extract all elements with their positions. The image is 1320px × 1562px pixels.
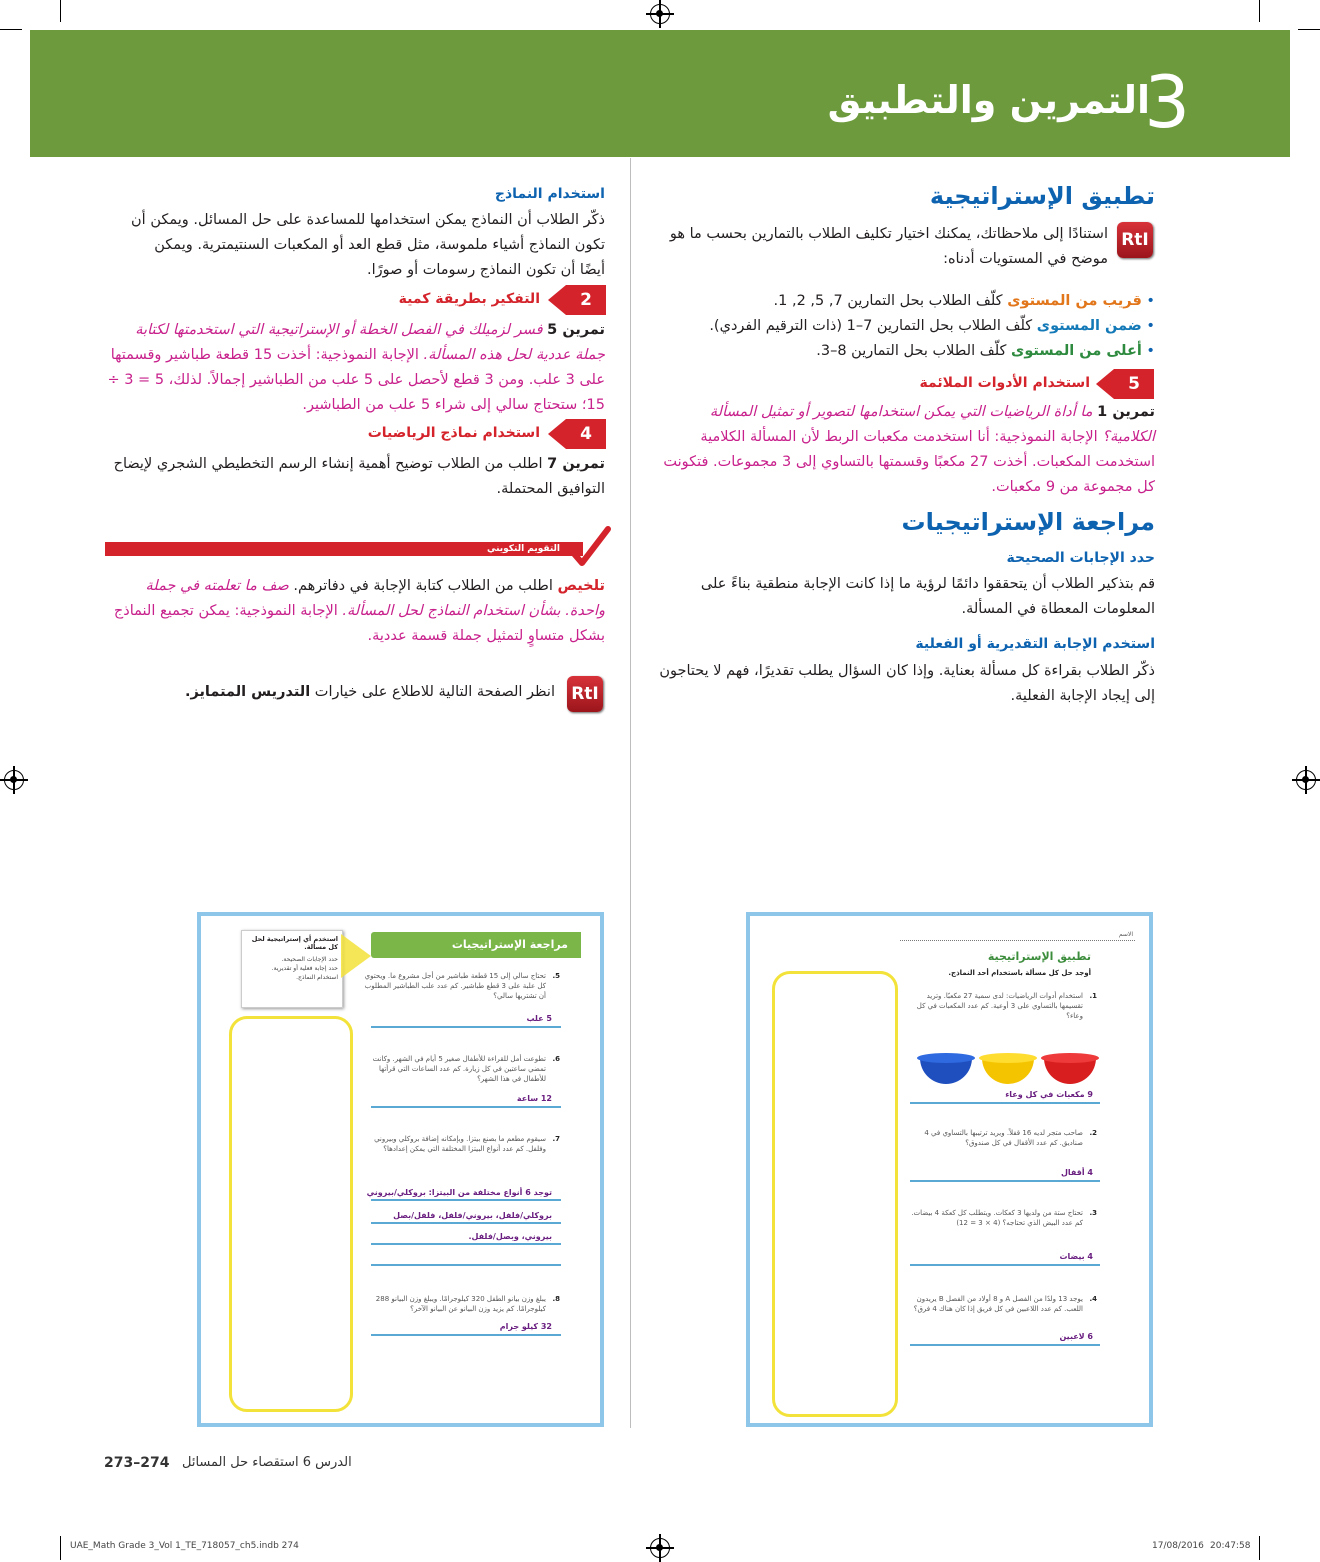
note-title: استخدم أي إستراتيجية لحل كل مسألة. [251,935,338,951]
highlight-frame [772,971,898,1417]
question-number: 1. [1089,992,1097,1000]
question-number: 6. [552,1055,560,1063]
answer-line [910,1102,1100,1104]
exercise-question: فسر لزميلك في الفصل الخطة أو الإستراتيجية التي استخدمتها لكتابة جملة عددية لحل هذه المسألة. [135,322,605,363]
section-number: 3 [1144,60,1190,144]
summary-prompt: صف ما تعلمته في جملة واحدة. [145,578,605,619]
note-item: حدد الإجابات الصحيحة. [281,956,338,963]
answer-line [371,1243,561,1245]
exercise-text: اطلب من الطلاب توضيح أهمية إنشاء الرسم التخطيطي الشجري لإيضاح التوافيق المحتملة. [113,456,605,497]
level-item [655,339,1155,364]
level-text: كلّف الطلاب بحل التمارين 8–3. [816,343,1007,359]
summary-label: تلخيص [557,578,605,594]
column-divider [630,158,631,1428]
answer-text: 4 أقفال [1060,1168,1093,1177]
estimate-text: ذكّر الطلاب بقراءة كل مسألة بعناية. وإذا كان السؤال يطلب تقديرًا، فهم لا يحتاجون إلى إيجاد الإجابة الفعلية. [659,663,1155,704]
rti-note-bold: التدريس المتمايز. [184,684,311,700]
question-number: 5. [552,972,560,980]
registration-mark [650,1538,670,1558]
answer-line [371,1199,561,1201]
exercise-answer: الإجابة النموذجية: أخذت 15 قطعة طباشير وقسمتها على 3 علب. ومن 3 قطع لأحصل على 5 علب من الطباشير إجمالاً. لذلك، 5 = 3 ÷ 15؛ ستحتاج سالي إلى شراء 5 علب من الطباشير. [107,347,605,413]
answer-line [371,1264,561,1266]
callout-title: استخدام الأدوات الملائمة [919,375,1090,391]
models-heading: استخدام النماذج [494,186,605,202]
answer-text: بروكلي/فلفل، بيروني/فلفل، فلفل/بصل [393,1211,552,1220]
question-number: 8. [552,1295,560,1303]
registration-mark [1296,770,1316,790]
print-slug: UAE_Math Grade 3_Vol 1_TE_718057_ch5.indb 274 [70,1541,299,1551]
level-label: قريب من المستوى [1007,293,1142,309]
exercise-question: ما أداة الرياضيات التي يمكن استخدامها لتصوير أو تمثيل المسألة الكلامية؟ [709,404,1155,445]
question-text: صاحب متجر لديه 16 قفلاً. ويريد ترتيبها بالتساوي في 4 صناديق. كم عدد الأقفال في كل صندوق؟ [924,1129,1083,1147]
note-item: حدد إجابة فعلية أو تقديرية. [271,965,338,972]
review-strategies-heading: مراجعة الإستراتيجيات [901,508,1155,536]
registration-mark [650,4,670,24]
question-number: 7. [552,1135,560,1143]
crop-mark [60,0,61,22]
summary-block [105,574,605,649]
question-text: يبلغ وزن بيانو الطفل 320 كيلوجرامًا. ويبلغ وزن البيانو 288 كيلوجرامًا. كم يزيد وزن البيانو عن البيانو الآخر؟ [375,1295,546,1313]
subheading-correct-answers: حدد الإجابات الصحيحة [1006,550,1155,566]
callout-number: 4 [566,419,606,449]
exercise-label: تمرين 1 [1097,404,1155,420]
answer-text: 9 مكعبات في كل وعاء [1005,1090,1093,1099]
note-item: استخدام النماذج. [296,974,338,981]
student-page-thumbnail-practice [746,912,1153,1427]
level-text: كلّف الطلاب بحل التمارين 7–1 (ذات الترقيم الفردي). [709,318,1033,334]
rti-note [185,680,555,705]
page-numbers: 273–274 [104,1455,170,1471]
exercise-5-block [105,318,605,418]
question-number: 2. [1089,1129,1097,1137]
question-text: استخدام أدوات الرياضيات: لدى سمية 27 مكعبًا. وتريد تقسيمها بالتساوي على 3 أوعية. كم عدد المكعبات في كل وعاء؟ [916,992,1083,1020]
exercise-label: تمرين 5 [547,322,605,338]
answer-line [371,1106,561,1108]
name-label: الاسم [1118,931,1133,938]
answer-line [910,1344,1100,1346]
exercise-7-block [105,452,605,502]
question-text: تحتاج ستة من ولديها 3 كعكات. ويتطلب كل كعكة 4 بيضات. كم عدد البيض الذي تحتاجه؟ (4 × 3 = 12) [911,1209,1083,1227]
exercise-1-block [655,400,1155,500]
rti-badge: RtI [567,676,603,712]
correct-answers-text: قم بتذكير الطلاب أن يتحققوا دائمًا لرؤية ما إذا كانت الإجابة منطقية بناءً على المعلومات المعطاة في المسألة. [700,576,1155,617]
student-page-thumbnail-review [197,912,604,1427]
note-list [246,955,338,982]
summary-question: بشأن استخدام النماذج لحل المسألة. [342,603,561,619]
strategy-note [241,930,343,1008]
rti-intro-text: استنادًا إلى ملاحظاتك، يمكنك اختيار تكليف الطلاب بالتمارين بحسب ما هو موضح في المستويات أدناه: [669,226,1108,267]
callout-arrow [548,419,606,449]
assessment-tag: التقويم التكويني [486,544,560,554]
answer-line [910,1264,1100,1266]
answer-text: بيروني، وبصل/فلفل. [468,1232,552,1241]
answer-line [371,1222,561,1224]
summary-text: اطلب من الطلاب كتابة الإجابة في دفاترهم. [293,578,553,594]
answer-text: 4 بيضات [1059,1252,1093,1261]
crop-mark [1298,29,1320,30]
answer-text: 6 لاعبين [1059,1332,1093,1341]
section-title: التمرين والتطبيق [827,78,1150,122]
question-number: 3. [1089,1209,1097,1217]
red-bowl [1044,1058,1096,1084]
callout-title: استخدام نماذج الرياضيات [367,425,540,441]
crop-mark [1259,0,1260,22]
thumb-title: تطبيق الإستراتيجية [987,950,1091,963]
question-text: سيقوم مطعم ما بصنع بيتزا. وبإمكانه إضافة بروكلي وبيروني وفلفل. كم عدد أنواع البيتزا المختلفة التي يمكن إعدادها؟ [374,1135,546,1153]
answer-line [371,1026,561,1028]
rti-note-text: انظر الصفحة التالية للاطلاع على خيارات [314,684,555,700]
callout-title: التفكير بطريقة كمية [398,291,540,307]
question-text: يوجد 13 ولدًا من الفصل A و 8 أولاد من الفصل B يريدون اللعب. كم عدد اللاعبين في كل فريق إذا كان هناك 4 فرق؟ [913,1295,1083,1313]
callout-number: 2 [566,285,606,315]
callout-number: 5 [1114,369,1154,399]
level-item [655,289,1155,314]
answer-text: توجد 6 أنواع مختلفة من البيتزا: بروكلي/بيروني [366,1188,552,1197]
rti-badge: RtI [1117,222,1153,258]
level-label: أعلى من المستوى [1011,343,1142,359]
exercise-label: تمرين 7 [547,456,605,472]
question-text: تطوعت أمل للقراءة للأطفال صغير 5 أيام في الشهر. وكانت تمضي ساعتين في كل زيارة. كم عدد الساعات التي قرأتها للأطفال في هذا الشهر؟ [372,1055,546,1083]
level-list [655,289,1155,364]
registration-mark [4,770,24,790]
print-date: 17/08/2016 [1152,1541,1204,1551]
summary-answer: الإجابة النموذجية: يمكن تجميع النماذج بشكل متساوٍ لتمثيل جملة قسمة عددية. [113,603,605,644]
answer-text: 5 علب [526,1014,552,1023]
name-line [900,940,1135,942]
answer-text: 12 ساعة [516,1094,552,1103]
blue-bowl [920,1058,972,1084]
lesson-footer: الدرس 6 استقصاء حل المسائل [182,1455,352,1470]
answer-text: 32 كيلو جرام [499,1322,552,1331]
answer-line [910,1180,1100,1182]
apply-strategy-heading: تطبيق الإستراتيجية [929,182,1155,210]
checkmark-icon [566,525,612,569]
yellow-bowl [982,1058,1034,1084]
level-label: ضمن المستوى [1036,318,1142,334]
level-item [655,314,1155,339]
highlight-frame [229,1016,353,1412]
answer-line [371,1334,561,1336]
crop-mark [60,1536,61,1560]
crop-mark [0,29,22,30]
crop-mark [1259,1536,1260,1560]
models-text: ذكّر الطلاب أن النماذج يمكن استخدامها للمساعدة على حل المسائل. ويمكن أن تكون النماذج أشياء ملموسة، مثل قطع العد أو المكعبات السنتيمترية. ويمكن أيضًا أن تكون النماذج رسومات أو صورًا. [131,212,605,278]
thumb-instructions: أوجد حل كل مسألة باستخدام أحد النماذج. [948,969,1091,977]
print-time: 20:47:58 [1210,1541,1251,1551]
thumb-banner-title: مراجعة الإستراتيجيات [451,938,568,951]
question-number: 4. [1089,1295,1097,1303]
callout-arrow [548,285,606,315]
level-text: كلّف الطلاب بحل التمارين 7, 5, 2, 1. [773,293,1003,309]
callout-arrow [1096,369,1154,399]
exercise-answer: الإجابة النموذجية: أنا استخدمت مكعبات الربط لأن المسألة الكلامية استخدمت المكعبات. أخذت 27 مكعبًا وقسمتها بالتساوي إلى 3 مجموعات. فتكونت كل مجموعة من 9 مكعبات. [663,429,1155,495]
subheading-estimate: استخدم الإجابة التقديرية أو الفعلية [915,636,1155,652]
question-text: تحتاج سالي إلى 15 قطعة طباشير من أجل مشروع ما. ويحتوي كل علبة على 3 قطع طباشير. كم عدد علب الطباشير المطلوب أن تشتريها سالي؟ [364,972,546,1000]
